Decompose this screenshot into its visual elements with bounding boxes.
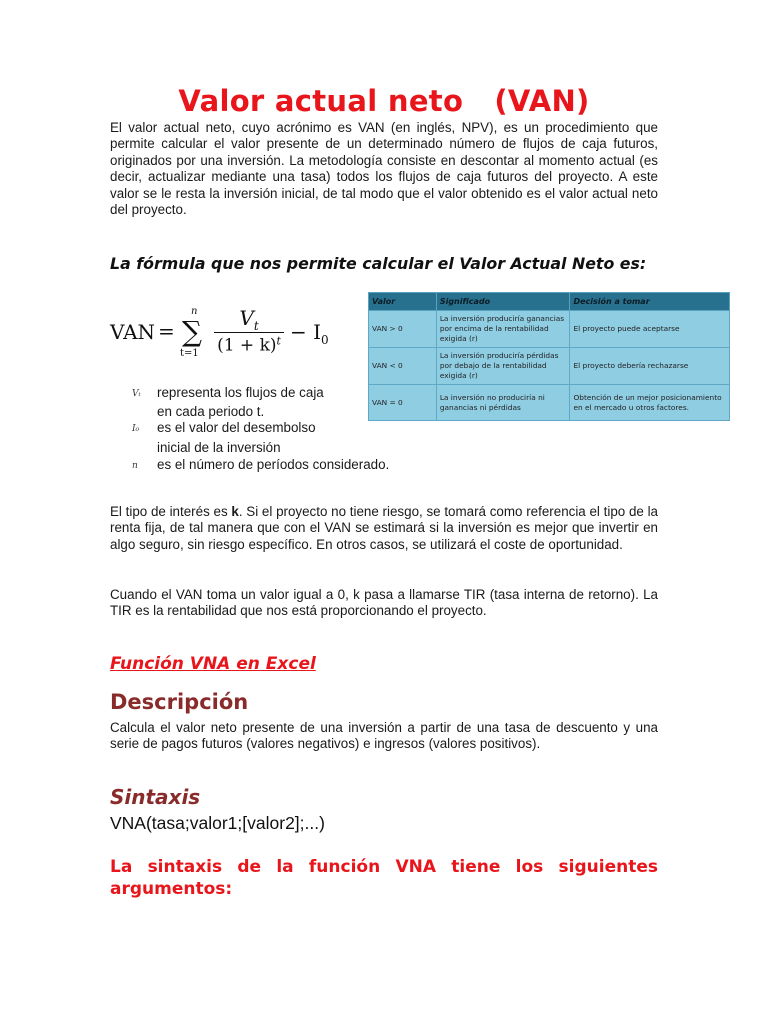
table-cell: El proyecto debería rechazarse bbox=[570, 348, 730, 385]
variable-desc-vt-1: representa los flujos de caja bbox=[157, 385, 324, 400]
table-cell: La inversión produciría pérdidas por debajo de la rentabilidad exigida (r) bbox=[436, 348, 570, 385]
syntax-heading: Sintaxis bbox=[110, 785, 201, 809]
interest-variable-k: k bbox=[231, 504, 239, 519]
variable-symbol-n: n bbox=[132, 461, 138, 471]
formula-heading: La fórmula que nos permite calcular el Valor Actual Neto es: bbox=[110, 254, 647, 273]
syntax-text: VNA(tasa;valor1;[valor2];...) bbox=[110, 813, 325, 833]
variable-desc-i0-2: inicial de la inversión bbox=[157, 440, 281, 455]
table-row bbox=[369, 311, 730, 348]
page-title: Valor actual neto (VAN) bbox=[178, 84, 590, 118]
table-header-cell: Significado bbox=[436, 293, 570, 311]
description-paragraph: Calcula el valor neto presente de una inversión a partir de una tasa de descuento y una serie de pagos futuros (valores negativos) e ingresos (valores positivos). bbox=[110, 720, 658, 752]
van-formula bbox=[110, 304, 360, 364]
formula-lhs: VAN bbox=[110, 320, 156, 344]
table-cell: La inversión no produciría ni ganancias ni pérdidas bbox=[436, 385, 570, 421]
tir-paragraph: Cuando el VAN toma un valor igual a 0, k pasa a llamarse TIR (tasa interna de retorno). La TIR es la rentabilidad que nos está proporcionando el proyecto. bbox=[110, 587, 658, 619]
fraction-numerator: $V_t$ bbox=[239, 306, 259, 333]
formula-summation bbox=[178, 306, 212, 362]
variable-desc-n: es el número de períodos considerado. bbox=[157, 457, 390, 472]
formula-minus-investment: − $I_0$ bbox=[290, 320, 329, 347]
interest-paragraph: El tipo de interés es k. Si el proyecto no tiene riesgo, se tomará como referencia el tipo de la renta fija, de tal manera que con el VAN se estimará si la inversión es mejor que invertir en algo seguro, sin riesgo específico. En otros casos, se utilizará el coste de oportunidad. bbox=[110, 504, 658, 552]
table-header-cell: Decisión a tomar bbox=[570, 293, 730, 311]
table-row bbox=[369, 385, 730, 421]
arguments-heading: La sintaxis de la función VNA tiene los siguientes argumentos: bbox=[110, 857, 658, 899]
variable-symbol-i0: I₀ bbox=[132, 424, 140, 434]
description-heading: Descripción bbox=[110, 690, 249, 714]
formula-equals: = bbox=[158, 319, 175, 343]
table-cell: VAN < 0 bbox=[369, 348, 437, 385]
sum-lower-limit: t=1 bbox=[180, 348, 199, 359]
table-header-cell: Valor bbox=[369, 293, 437, 311]
variable-desc-vt-2: en cada periodo t. bbox=[157, 404, 265, 419]
table-cell: La inversión produciría ganancias por encima de la rentabilidad exigida (r) bbox=[436, 311, 570, 348]
formula-fraction bbox=[212, 304, 286, 362]
fraction-bar bbox=[214, 332, 284, 333]
sum-upper-limit: n bbox=[191, 306, 198, 317]
fraction-denominator: $(1 + k)^t$ bbox=[217, 334, 281, 356]
table-header-row bbox=[369, 293, 730, 311]
table-cell: VAN > 0 bbox=[369, 311, 437, 348]
vna-section-heading: Función VNA en Excel bbox=[110, 654, 316, 674]
table-cell: El proyecto puede aceptarse bbox=[570, 311, 730, 348]
table-cell: VAN = 0 bbox=[369, 385, 437, 421]
variable-symbol-vt: Vₜ bbox=[132, 389, 141, 399]
decision-table bbox=[368, 292, 730, 421]
variable-desc-i0-1: es el valor del desembolso bbox=[157, 420, 316, 435]
sum-sign: ∑ bbox=[182, 315, 202, 348]
table-cell: Obtención de un mejor posicionamiento en el mercado u otros factores. bbox=[570, 385, 730, 421]
intro-paragraph: El valor actual neto, cuyo acrónimo es VAN (en inglés, NPV), es un procedimiento que permite calcular el valor presente de un determinado número de flujos de caja futuros, originados por una inversión. La metodología consiste en descontar al momento actual (es decir, actualizar mediante una tasa) todos los flujos de caja futuros del proyecto. A este valor se le resta la inversión inicial, de tal modo que el valor obtenido es el valor actual neto del proyecto. bbox=[110, 120, 658, 218]
table-row bbox=[369, 348, 730, 385]
